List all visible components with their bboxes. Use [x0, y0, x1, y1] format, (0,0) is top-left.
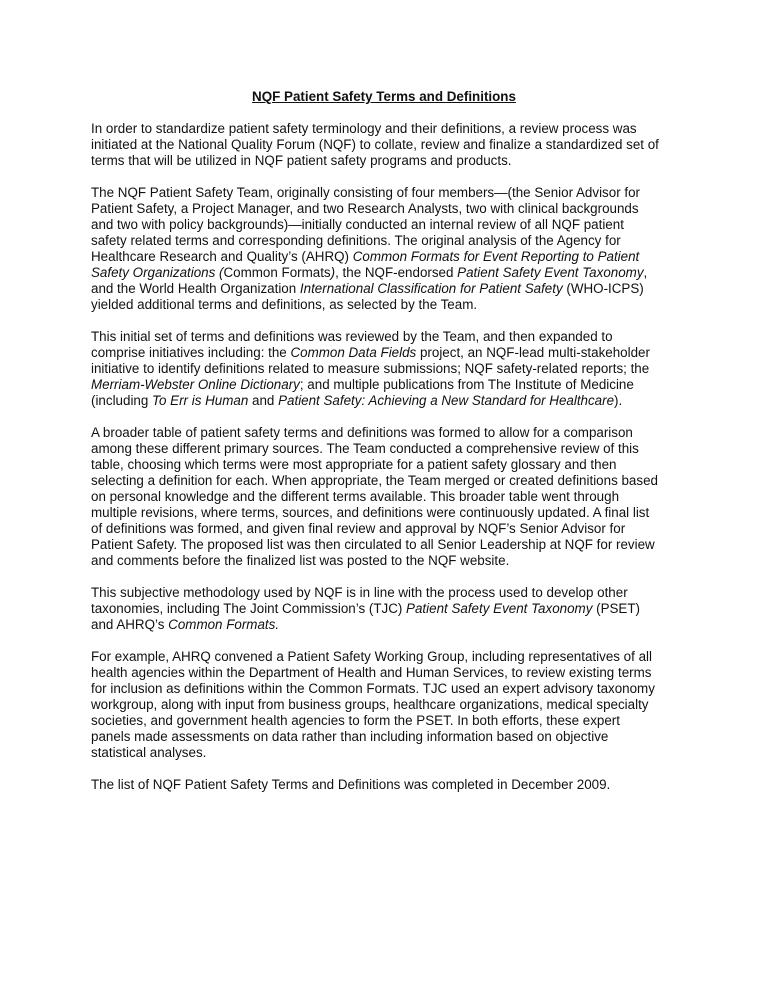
text-line	[91, 249, 691, 265]
text-run: and the World Health Organization	[91, 281, 300, 296]
text-run: Common Formats	[223, 265, 331, 280]
text-line	[91, 329, 691, 345]
text-run: multiple revisions, where terms, sources, and definitions were continuously updated. A final list	[91, 505, 650, 520]
document-page	[91, 89, 691, 809]
text-run: ,	[643, 265, 648, 280]
text-line	[91, 745, 691, 761]
text-line	[91, 233, 691, 249]
text-run: statistical analyses.	[91, 745, 207, 760]
paragraph	[91, 185, 691, 313]
italic-text-run: International Classification for Patient Safety	[299, 281, 563, 296]
text-run: and	[248, 393, 279, 408]
text-line	[91, 777, 691, 793]
document-body	[91, 121, 691, 793]
text-run: comprise initiatives including: the	[91, 345, 291, 360]
italic-text-run: Common Formats.	[168, 617, 280, 632]
paragraph	[91, 777, 691, 793]
italic-text-run: Common Data Fields	[290, 345, 417, 360]
text-run: The list of NQF Patient Safety Terms and Definitions was completed in December 2009.	[91, 777, 611, 792]
italic-text-run: )	[330, 265, 336, 280]
text-run: among these different primary sources. The Team conducted a comprehensive review of this	[91, 441, 639, 456]
text-run: initiative to identify definitions related to measure submissions; NQF safety-related reports; the	[91, 361, 650, 376]
text-line	[91, 201, 691, 217]
text-run: Healthcare Research and Quality’s (AHRQ)	[91, 249, 353, 264]
text-run: ).	[614, 393, 623, 408]
text-line	[91, 121, 691, 137]
text-run: initiated at the National Quality Forum (NQF) to collate, review and finalize a standardized set of	[91, 137, 659, 152]
italic-text-run: Patient Safety Event Taxonomy	[406, 601, 593, 616]
text-line	[91, 649, 691, 665]
text-run: workgroup, along with input from business groups, healthcare organizations, medical specialty	[91, 697, 649, 712]
text-line	[91, 377, 691, 393]
text-run: (PSET)	[592, 601, 641, 616]
text-run: Patient Safety, a Project Manager, and two Research Analysts, two with clinical backgrounds	[91, 201, 639, 216]
text-line	[91, 297, 691, 313]
paragraph	[91, 649, 691, 761]
text-run: (WHO-ICPS)	[562, 281, 644, 296]
document-title: NQF Patient Safety Terms and Definitions	[252, 89, 516, 104]
italic-text-run: Patient Safety: Achieving a New Standard for Healthcare	[278, 393, 615, 408]
text-run: For example, AHRQ convened a Patient Safety Working Group, including representatives of all	[91, 649, 652, 664]
text-line	[91, 537, 691, 553]
italic-text-run: Patient Safety Event Taxonomy	[457, 265, 644, 280]
paragraph	[91, 329, 691, 409]
text-run: In order to standardize patient safety terminology and their definitions, a review process was	[91, 121, 637, 136]
text-run: of definitions was formed, and given final review and approval by NQF’s Senior Advisor for	[91, 521, 626, 536]
text-run: panels made assessments on data rather than including information based on objective	[91, 729, 609, 744]
text-run: terms that will be utilized in NQF patient safety programs and products.	[91, 153, 512, 168]
text-line	[91, 729, 691, 745]
text-run: , the NQF-endorsed	[335, 265, 458, 280]
italic-text-run: Merriam-Webster Online Dictionary	[91, 377, 300, 392]
paragraph	[91, 121, 691, 169]
text-line	[91, 441, 691, 457]
text-line	[91, 681, 691, 697]
text-line	[91, 473, 691, 489]
text-line	[91, 489, 691, 505]
text-run: health agencies within the Department of Health and Human Services, to review existing terms	[91, 665, 652, 680]
text-line	[91, 425, 691, 441]
text-line	[91, 553, 691, 569]
text-line	[91, 345, 691, 361]
text-run: and comments before the finalized list was posted to the NQF website.	[91, 553, 510, 568]
text-line	[91, 617, 691, 633]
text-run: Patient Safety. The proposed list was then circulated to all Senior Leadership at NQF for review	[91, 537, 655, 552]
text-run: for inclusion as definitions within the Common Formats. TJC used an expert advisory taxonomy	[91, 681, 655, 696]
text-line	[91, 361, 691, 377]
text-run: and AHRQ’s	[91, 617, 169, 632]
text-line	[91, 393, 691, 409]
text-line	[91, 185, 691, 201]
text-line	[91, 505, 691, 521]
text-line	[91, 665, 691, 681]
text-line	[91, 521, 691, 537]
paragraph	[91, 425, 691, 569]
italic-text-run: Safety Organizations (	[91, 265, 224, 280]
text-line	[91, 137, 691, 153]
paragraph	[91, 585, 691, 633]
text-line	[91, 457, 691, 473]
text-run: yielded additional terms and definitions, as selected by the Team.	[91, 297, 478, 312]
text-line	[91, 153, 691, 169]
text-run: taxonomies, including The Joint Commission’s (TJC)	[91, 601, 407, 616]
text-run: selecting a definition for each. When appropriate, the Team merged or created definitions based	[91, 473, 658, 488]
text-run: project, an NQF-lead multi-stakeholder	[416, 345, 650, 360]
italic-text-run: Common Formats for Event Reporting to Patient	[352, 249, 640, 264]
text-run: This subjective methodology used by NQF is in line with the process used to develop other	[91, 585, 628, 600]
text-run: A broader table of patient safety terms and definitions was formed to allow for a comparison	[91, 425, 633, 440]
text-run: on personal knowledge and the different terms available. This broader table went through	[91, 489, 620, 504]
text-run: The NQF Patient Safety Team, originally consisting of four members—(the Senior Advisor for	[91, 185, 641, 200]
text-run: table, choosing which terms were most appropriate for a patient safety glossary and then	[91, 457, 617, 472]
text-line	[91, 713, 691, 729]
text-run: This initial set of terms and definitions was reviewed by the Team, and then expanded to	[91, 329, 613, 344]
text-run: ; and multiple publications from The Institute of Medicine	[299, 377, 634, 392]
text-line	[91, 585, 691, 601]
text-run: societies, and government health agencies to form the PSET. In both efforts, these expert	[91, 713, 620, 728]
text-line	[91, 217, 691, 233]
text-run: safety related terms and corresponding definitions. The original analysis of the Agency for	[91, 233, 621, 248]
text-line	[91, 601, 691, 617]
text-run: and two with policy backgrounds)—initially conducted an internal review of all NQF patient	[91, 217, 624, 232]
italic-text-run: To Err is Human	[152, 393, 249, 408]
text-line	[91, 697, 691, 713]
text-run: (including	[91, 393, 153, 408]
text-line	[91, 281, 691, 297]
text-line	[91, 265, 691, 281]
